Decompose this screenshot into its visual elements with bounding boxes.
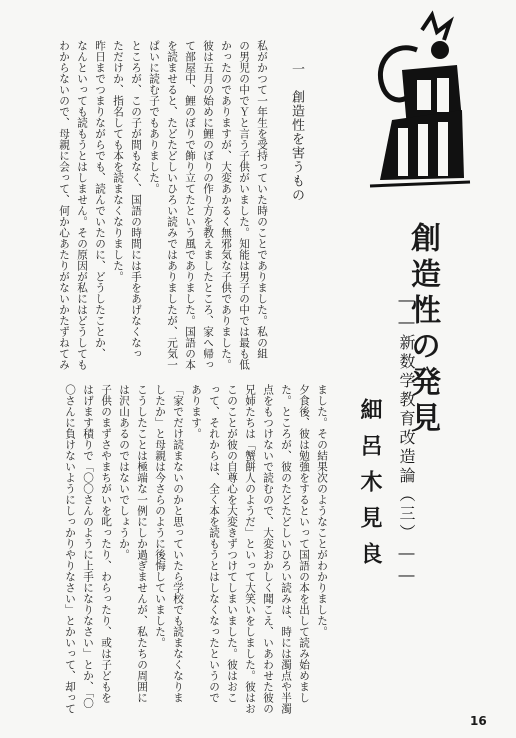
body-line: 兄姉たちは「蟹餅人のようだ」といって大笑いをしました。彼はお: [244, 384, 256, 714]
body-line: かったのでありますが、大変あかるく無邪気な子供でありました。: [220, 40, 232, 370]
section-heading: 一 創造性を害うもの: [289, 62, 304, 202]
body-line: なんといっても読もうとはしません。その原因が私にはどうしても: [76, 40, 88, 370]
body-line: 点をもつけないで読むので、大変おかしく聞こえ、いあわせた彼の: [262, 384, 274, 714]
body-line: 子供のまずさやまちがいを叱ったり、わらったり、或は子どもを: [100, 384, 112, 703]
body-line: こうしたことは極端な一例にしか過ぎませんが、私たちの周囲に: [136, 384, 148, 703]
body-line: 〇さんに負けないようにしっかりやりなさい」とかいって、却って: [64, 384, 76, 714]
body-line: ただけか、指名しても本を読まなくなりました。: [112, 40, 124, 282]
body-line: ところが、この子が間もなく、国語の時間には手をあげなくなっ: [130, 40, 142, 359]
body-line: あります。: [190, 384, 202, 439]
body-line: 「家でだけ読まないのかと思っていたら学校でも読まなくなりま: [172, 384, 184, 703]
article-title: 創造性の発見: [405, 222, 440, 438]
body-line: したか」と母親は今さらのように後悔していました。: [154, 384, 166, 648]
body-line: はげます積りで「〇〇さんのように上手になりなさい」とか、「〇: [82, 384, 94, 709]
body-line: ぱいに読む子でもありました。: [148, 40, 160, 194]
body-line: を読ませると、たどたどしいひろい読みではありましたが、元気一: [166, 40, 178, 370]
body-line: って、それからは、全く本を読もうとはしなくなったというので: [208, 384, 220, 703]
body-line: た。ところが、彼のたどたどしいひろい読みは、時には濁点や半濁: [280, 384, 292, 714]
body-line: 昨日までつまりながらでも、読んでいたのに、どうしたことか、: [94, 40, 106, 359]
body-line: 彼は五月の始めに鯉のぼりの作り方を教えましたところ、家へ帰っ: [202, 40, 214, 370]
body-line: ました。その結果次のようなことがわかりました。: [316, 384, 328, 637]
author-name: 細呂木見良: [357, 398, 383, 578]
body-line: の男児の中でＹと言う子供がいました。知能は男子の中では最も低: [238, 40, 250, 370]
body-line: て部屋中、鯉のぼりで飾り立てたという風でありました。国語の本: [184, 40, 196, 370]
body-line: は沢山あるのではないでしょうか。: [118, 384, 130, 560]
title-illustration: [362, 10, 472, 194]
abstract-figure-icon: [362, 10, 472, 190]
body-line: このことが彼の自尊心を大変きずつけてしまいました。彼はおこ: [226, 384, 238, 703]
body-line: わからないので、母親に会って、何か心あたりがないかたずねてみ: [58, 40, 70, 370]
page-number: 16: [470, 714, 487, 728]
body-line: 私がかつて一年生を受持っていた時のことでありました。私の組: [256, 40, 268, 359]
body-line: 夕食後、彼は勉強をするといって国語の本を出して読み始めまし: [298, 384, 310, 703]
article-subtitle: ――新数学教育改造論（三）――: [397, 290, 416, 587]
